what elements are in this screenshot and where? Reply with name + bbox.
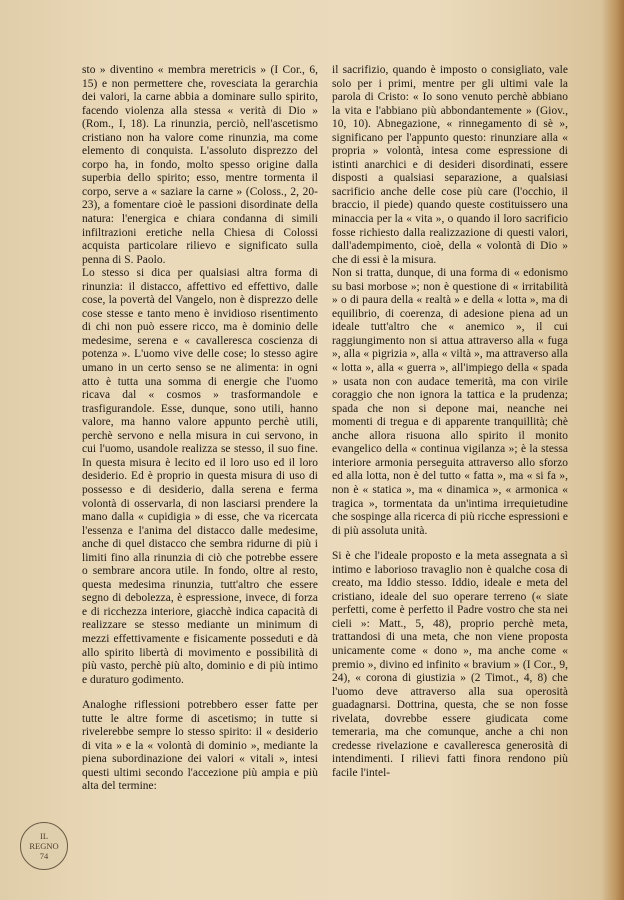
left-paragraph-2: Lo stesso si dica per qualsiasi altra forma di rinunzia: il distacco, affettivo ed effettivo, dalle cose, la povertà del Vangelo, non è disprezzo delle cose stesse e tanto meno è invidioso risentimento di chi non può essere ricco, ma è dominio delle medesime, serena e « cavalleresca coscienza di potenza ». L'uomo vive delle cose; lo stesso agire umano in un certo senso se ne alimenta: in ogni atto è tutta una somma di energie che l'uomo ricava dal « cosmos » trasformandole e trasfigurandole. Esse, dunque, sono utili, hanno valore, ma hanno valore appunto perchè utili, perchè servono e nella misura in cui servono, in cui l'uomo, usandole realizza se stesso, il suo fine. In questa misura è lecito ed il loro uso ed il loro desiderio. Ed è proprio in questa misura di uso di possesso e di desiderio, dalla serena e ferma volontà di osservarla, di non lasciarsi prendere la mano dalla « cupidigia » di esse, che va ricercata l'essenza e l'anima del distacco dalle medesime, anche di quel distacco che sembra ridurne di più i limiti fino alla rinunzia di ciò che potrebbe essere o sembrare ancora utile. In fondo, oltre al resto, questa medesima rinunzia, tutt'altro che essere segno di debolezza, è espressione, invece, di forza e di ricchezza interiore, giacchè indica capacità di realizzare se stesso mediante un minimum di mezzi effettivamente e fisicamente posseduti e dà allo spirito libertà di movimento e possibilità di più vasto, perchè più alto, dominio e di più intimo e duraturo godimento.: [82, 267, 318, 686]
badge-page-number: 74: [39, 851, 49, 861]
right-paragraph-3: Si è che l'ideale proposto e la meta assegnata a sì intimo e laborioso travaglio non è qualche cosa di creato, ma Iddio stesso. Iddio, ideale e meta del cristiano, ideale del suo operare terreno (« siate perfetti, come è perfetto il Padre vostro che sta nei cieli »: Matt., 5, 48), proprio perchè meta, trattandosi di una meta, che non viene proposta unicamente come « dono », ma anche come « premio », divino ed infinito « bravium » (I Cor., 9, 24), « corona di giustizia » (2 Timot., 4, 8) che l'uomo deve attraverso alla sua operosità guadagnarsi. Dottrina, questa, che se non fosse rivelata, dovrebbe essere giudicata come temeraria, ma che comunque, anche a chi non credesse rivelazione e cavalleresca generosità di intendimenti. I rilievi fatti finora rendono più facile l'intel-: [332, 550, 568, 779]
badge-line-1: IL: [39, 831, 49, 841]
right-paragraph-2: Non si tratta, dunque, di una forma di « edonismo su basi morbose »; non è questione di « irritabilità » o di paura della « realtà » e della « lotta », ma di equilibrio, di coerenza, di adesione piena ad un ideale tutt'altro che « anemico », il cui raggiungimento non si attua attraverso alla « fuga », alla « pigrizia », alla « viltà », ma attraverso alla « lotta », alla « guerra », all'impiego della « spada » usata non con audace temerità, ma con virile coraggio che non ignora la tattica e la prudenza; spada che non si depone mai, neanche nei momenti di tregua e di apparente tranquillità; chè anche allora risuona allo spirito il monito evangelico della « continua vigilanza »; è la stessa interiore armonia perseguita attraverso allo sforzo ed alla lotta, non è del tutto « fatta », ma « si fa », non è « statica », ma « dinamica », « armonica « tragica », tormentata da un'intima irrequietudine che sospinge alla ricerca di più ricche espressioni e di più assoluta unità.: [332, 267, 568, 537]
badge-line-2: REGNO: [29, 841, 59, 851]
page-edge-shading: [602, 0, 624, 900]
page-number-badge: [20, 822, 68, 870]
left-paragraph-3: Analoghe riflessioni potrebbero esser fatte per tutte le altre forme di ascetismo; in tutte si rivelerebbe sempre lo stesso spirito: il « desiderio di vita » e la « volontà di dominio », mediante la piena subordinazione dei valori « vitali », intesi questi ultimi secondo l'accezione più ampia e più alta del termine:: [82, 699, 318, 793]
right-paragraph-1: il sacrifizio, quando è imposto o consigliato, vale solo per i primi, mentre per gli ultimi vale la parola di Cristo: « Io sono venuto perchè abbiano la vita e l'abbiano più abbondantemente » (Giov., 10, 10). Abnegazione, « rinnegamento di sè », significano per l'appunto questo: rinunziare alla « propria » volontà, intesa come espressione di istinti anarchici e di desideri disordinati, essere disposti a qualsiasi separazione, a qualsiasi sacrificio anche delle cose più care (l'occhio, il braccio, il piede) quando queste costituissero una minaccia per la « vita », o quando il loro sacrificio fosse richiesto dalla realizzazione di questi valori, dall'adempimento, cioè, della « volontà di Dio » che di essi è la misura.: [332, 64, 568, 266]
left-paragraph-1: sto » diventino « membra meretricis » (I Cor., 6, 15) e non permettere che, rovesciata la gerarchia dei valori, la carne abbia a dominare sullo spirito, facendo violenza alla stessa « verità di Dio » (Rom., I, 18). La rinunzia, perciò, nell'ascetismo cristiano non ha valore come rinunzia, ma come elemento di conquista. L'assoluto disprezzo del corpo ha, in fondo, molto spesso origine dalla superbia dello spirito; esso, mentre tormenta il corpo, serve a « saziare la carne » (Coloss., 2, 20-23), a fomentare cioè le passioni disordinate della natura: l'energica e chiara condanna di simili infiltrazioni eretiche nella Chiesa di Colossi acquista particolare rilievo e significato sulla penna di S. Paolo.: [82, 64, 318, 266]
right-column: [332, 64, 568, 780]
left-column: [82, 64, 318, 794]
